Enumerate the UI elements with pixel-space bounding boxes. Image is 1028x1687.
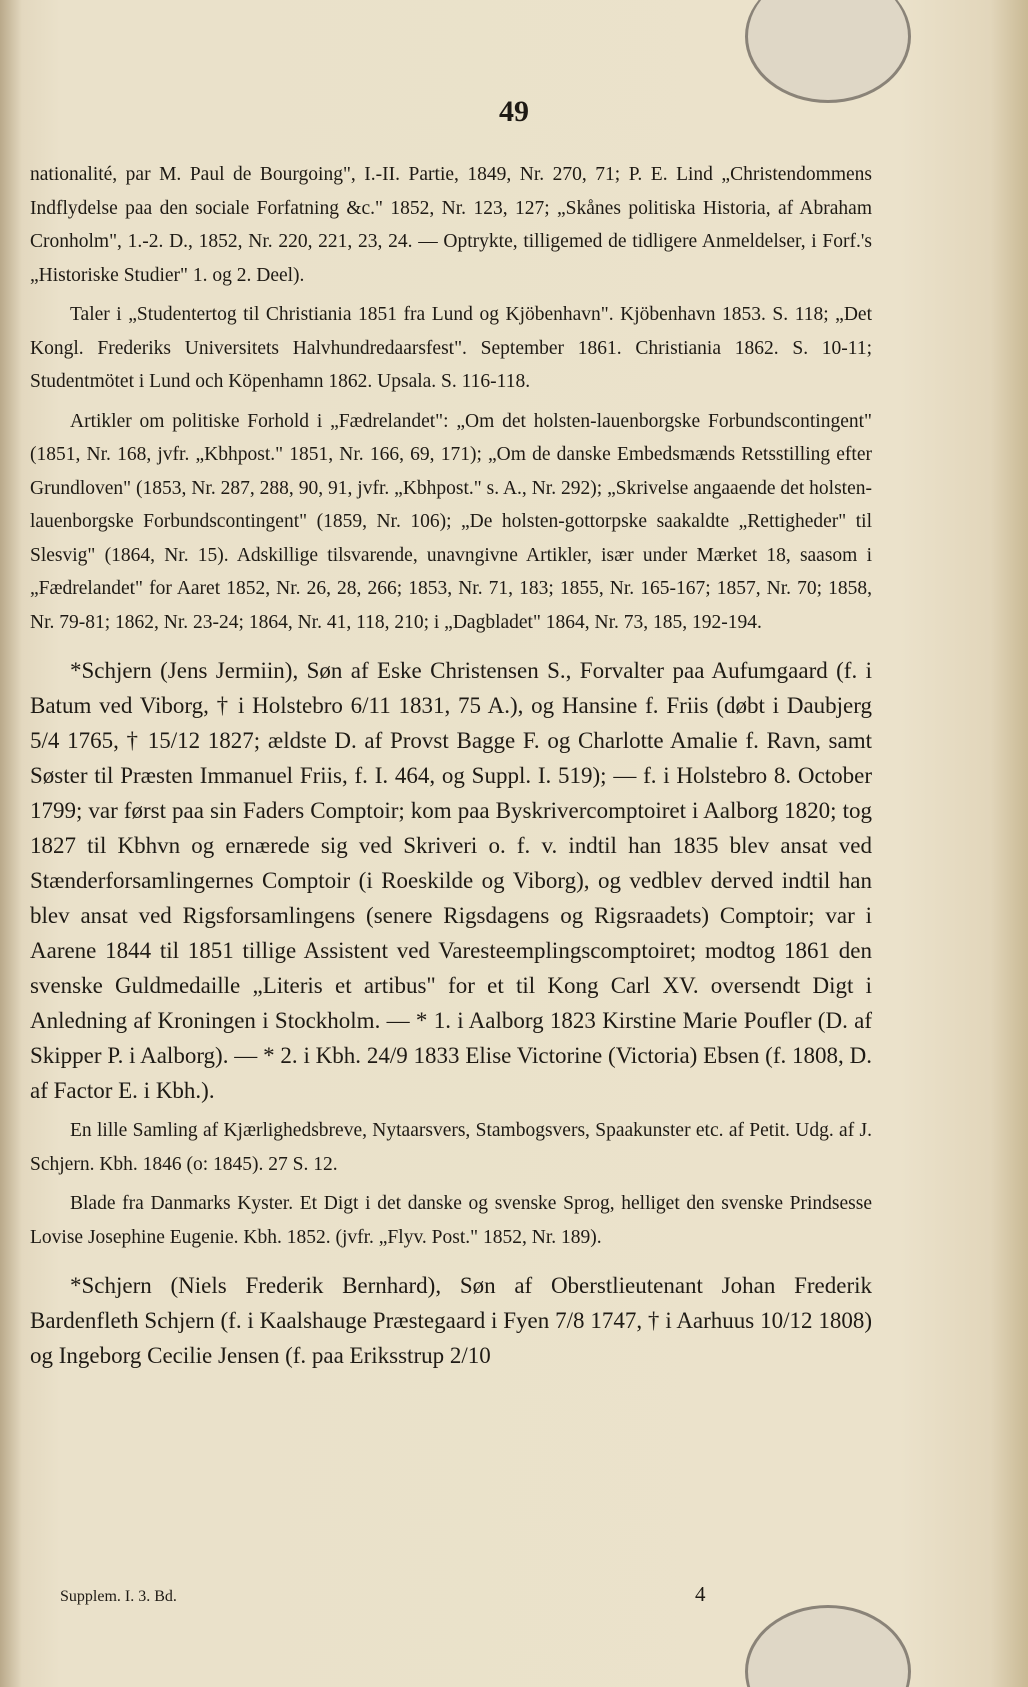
- footer-sheet-number: 4: [695, 1582, 706, 1606]
- paragraph-blade-fra-danmarks-kyster: Blade fra Danmarks Kyster. Et Digt i det danske og svenske Sprog, helliget den svenske Prindsesse Lovise Josephine Eugenie. Kbh. 1852. (jvfr. „Flyv. Post." 1852, Nr. 189).: [30, 1193, 872, 1248]
- page-number: 49: [499, 95, 529, 128]
- paragraph-bibliography-continued: nationalité, par M. Paul de Bourgoing", I.-II. Partie, 1849, Nr. 270, 71; P. E. Lind „Christendommens Indflydelse paa den sociale Forfatning &c." 1852, Nr. 123, 127; „Skånes politiska Historia, af Abraham Cronholm", 1.-2. D., 1852, Nr. 220, 221, 23, 24. — Optrykte, tilligemed de tidligere Anmeldelser, i Forf.'s „Historiske Studier" 1. og 2. Deel).: [30, 164, 872, 286]
- paragraph-kjaerlighedsbreve: En lille Samling af Kjærlighedsbreve, Nytaarsvers, Stambogsvers, Spaakunster etc. af Petit. Udg. af J. Schjern. Kbh. 1846 (o: 1845). 27 S. 12.: [30, 1120, 872, 1175]
- paper-clip-shadow-top: [745, 0, 911, 103]
- entry-niels-frederik-bernhard-schjern: *Schjern (Niels Frederik Bernhard), Søn af Oberstlieutenant Johan Frederik Bardenfleth Schjern (f. i Kaalshauge Præstegaard i Fyen 7/8 1747, † i Aarhuus 10/12 1808) og Ingeborg Cecilie Jensen (f. paa Eriksstrup 2/10: [30, 1273, 872, 1368]
- footer-signature: Supplem. I. 3. Bd.: [60, 1588, 177, 1605]
- paper-clip-shadow-bottom: [745, 1605, 911, 1687]
- paragraph-taler: Taler i „Studentertog til Christiania 1851 fra Lund og Kjöbenhavn". Kjöbenhavn 1853. S. 118; „Det Kongl. Frederiks Universitets Halvhundredaarsfest". September 1861. Christiania 1862. S. 10-11; Studentmötet i Lund och Köpenhamn 1862. Upsala. S. 116-118.: [30, 304, 872, 392]
- paragraph-artikler: Artikler om politiske Forhold i „Fædrelandet": „Om det holsten-lauenborgske Forbundscontingent" (1851, Nr. 168, jvfr. „Kbhpost." 1851, Nr. 166, 69, 171); „Om de danske Embedsmænds Retsstilling efter Grundloven" (1853, Nr. 287, 288, 90, 91, jvfr. „Kbhpost." s. A., Nr. 292); „Skrivelse angaaende det holsten-lauenborgske Forbundscontingent" (1859, Nr. 106); „De holsten-gottorpske saakaldte „Rettigheder" til Slesvig" (1864, Nr. 15). Adskillige tilsvarende, unavngivne Artikler, især under Mærket 18, saasom i „Fædrelandet" for Aaret 1852, Nr. 26, 28, 266; 1853, Nr. 71, 183; 1855, Nr. 165-167; 1857, Nr. 70; 1858, Nr. 79-81; 1862, Nr. 23-24; 1864, Nr. 41, 118, 210; i „Dagbladet" 1864, Nr. 73, 185, 192-194.: [30, 410, 872, 633]
- entry-jens-jermiin-schjern: *Schjern (Jens Jermiin), Søn af Eske Christensen S., Forvalter paa Aufumgaard (f. i Batum ved Viborg, † i Holstebro 6/11 1831, 75 A.), og Hansine f. Friis (døbt i Daubjerg 5/4 1765, † 15/12 1827; ældste D. af Provst Bagge F. og Charlotte Amalie f. Ravn, samt Søster til Præsten Immanuel Friis, f. I. 464, og Suppl. I. 519); — f. i Holstebro 8. October 1799; var først paa sin Faders Comptoir; kom paa Byskrivercomptoiret i Aalborg 1820; tog 1827 til Kbhvn og ernærede sig ved Skriveri o. f. v. indtil han 1835 blev ansat ved Stænderforsamlingernes Comptoir (i Roeskilde og Viborg), og vedblev derved indtil han blev ansat ved Rigsforsamlingens (senere Rigsdagens og Rigsraadets) Comptoir; var i Aarene 1844 til 1851 tillige Assistent ved Varesteemplingscomptoiret; modtog 1861 den svenske Guldmedaille „Literis et artibus" for et til Kong Carl XV. oversendt Digt i Anledning af Kroningen i Stockholm. — * 1. i Aalborg 1823 Kirstine Marie Poufler (D. af Skipper P. i Aalborg). — * 2. i Kbh. 24/9 1833 Elise Victorine (Victoria) Ebsen (f. 1808, D. af Factor E. i Kbh.).: [30, 658, 872, 1103]
- page-text: [30, 158, 872, 1379]
